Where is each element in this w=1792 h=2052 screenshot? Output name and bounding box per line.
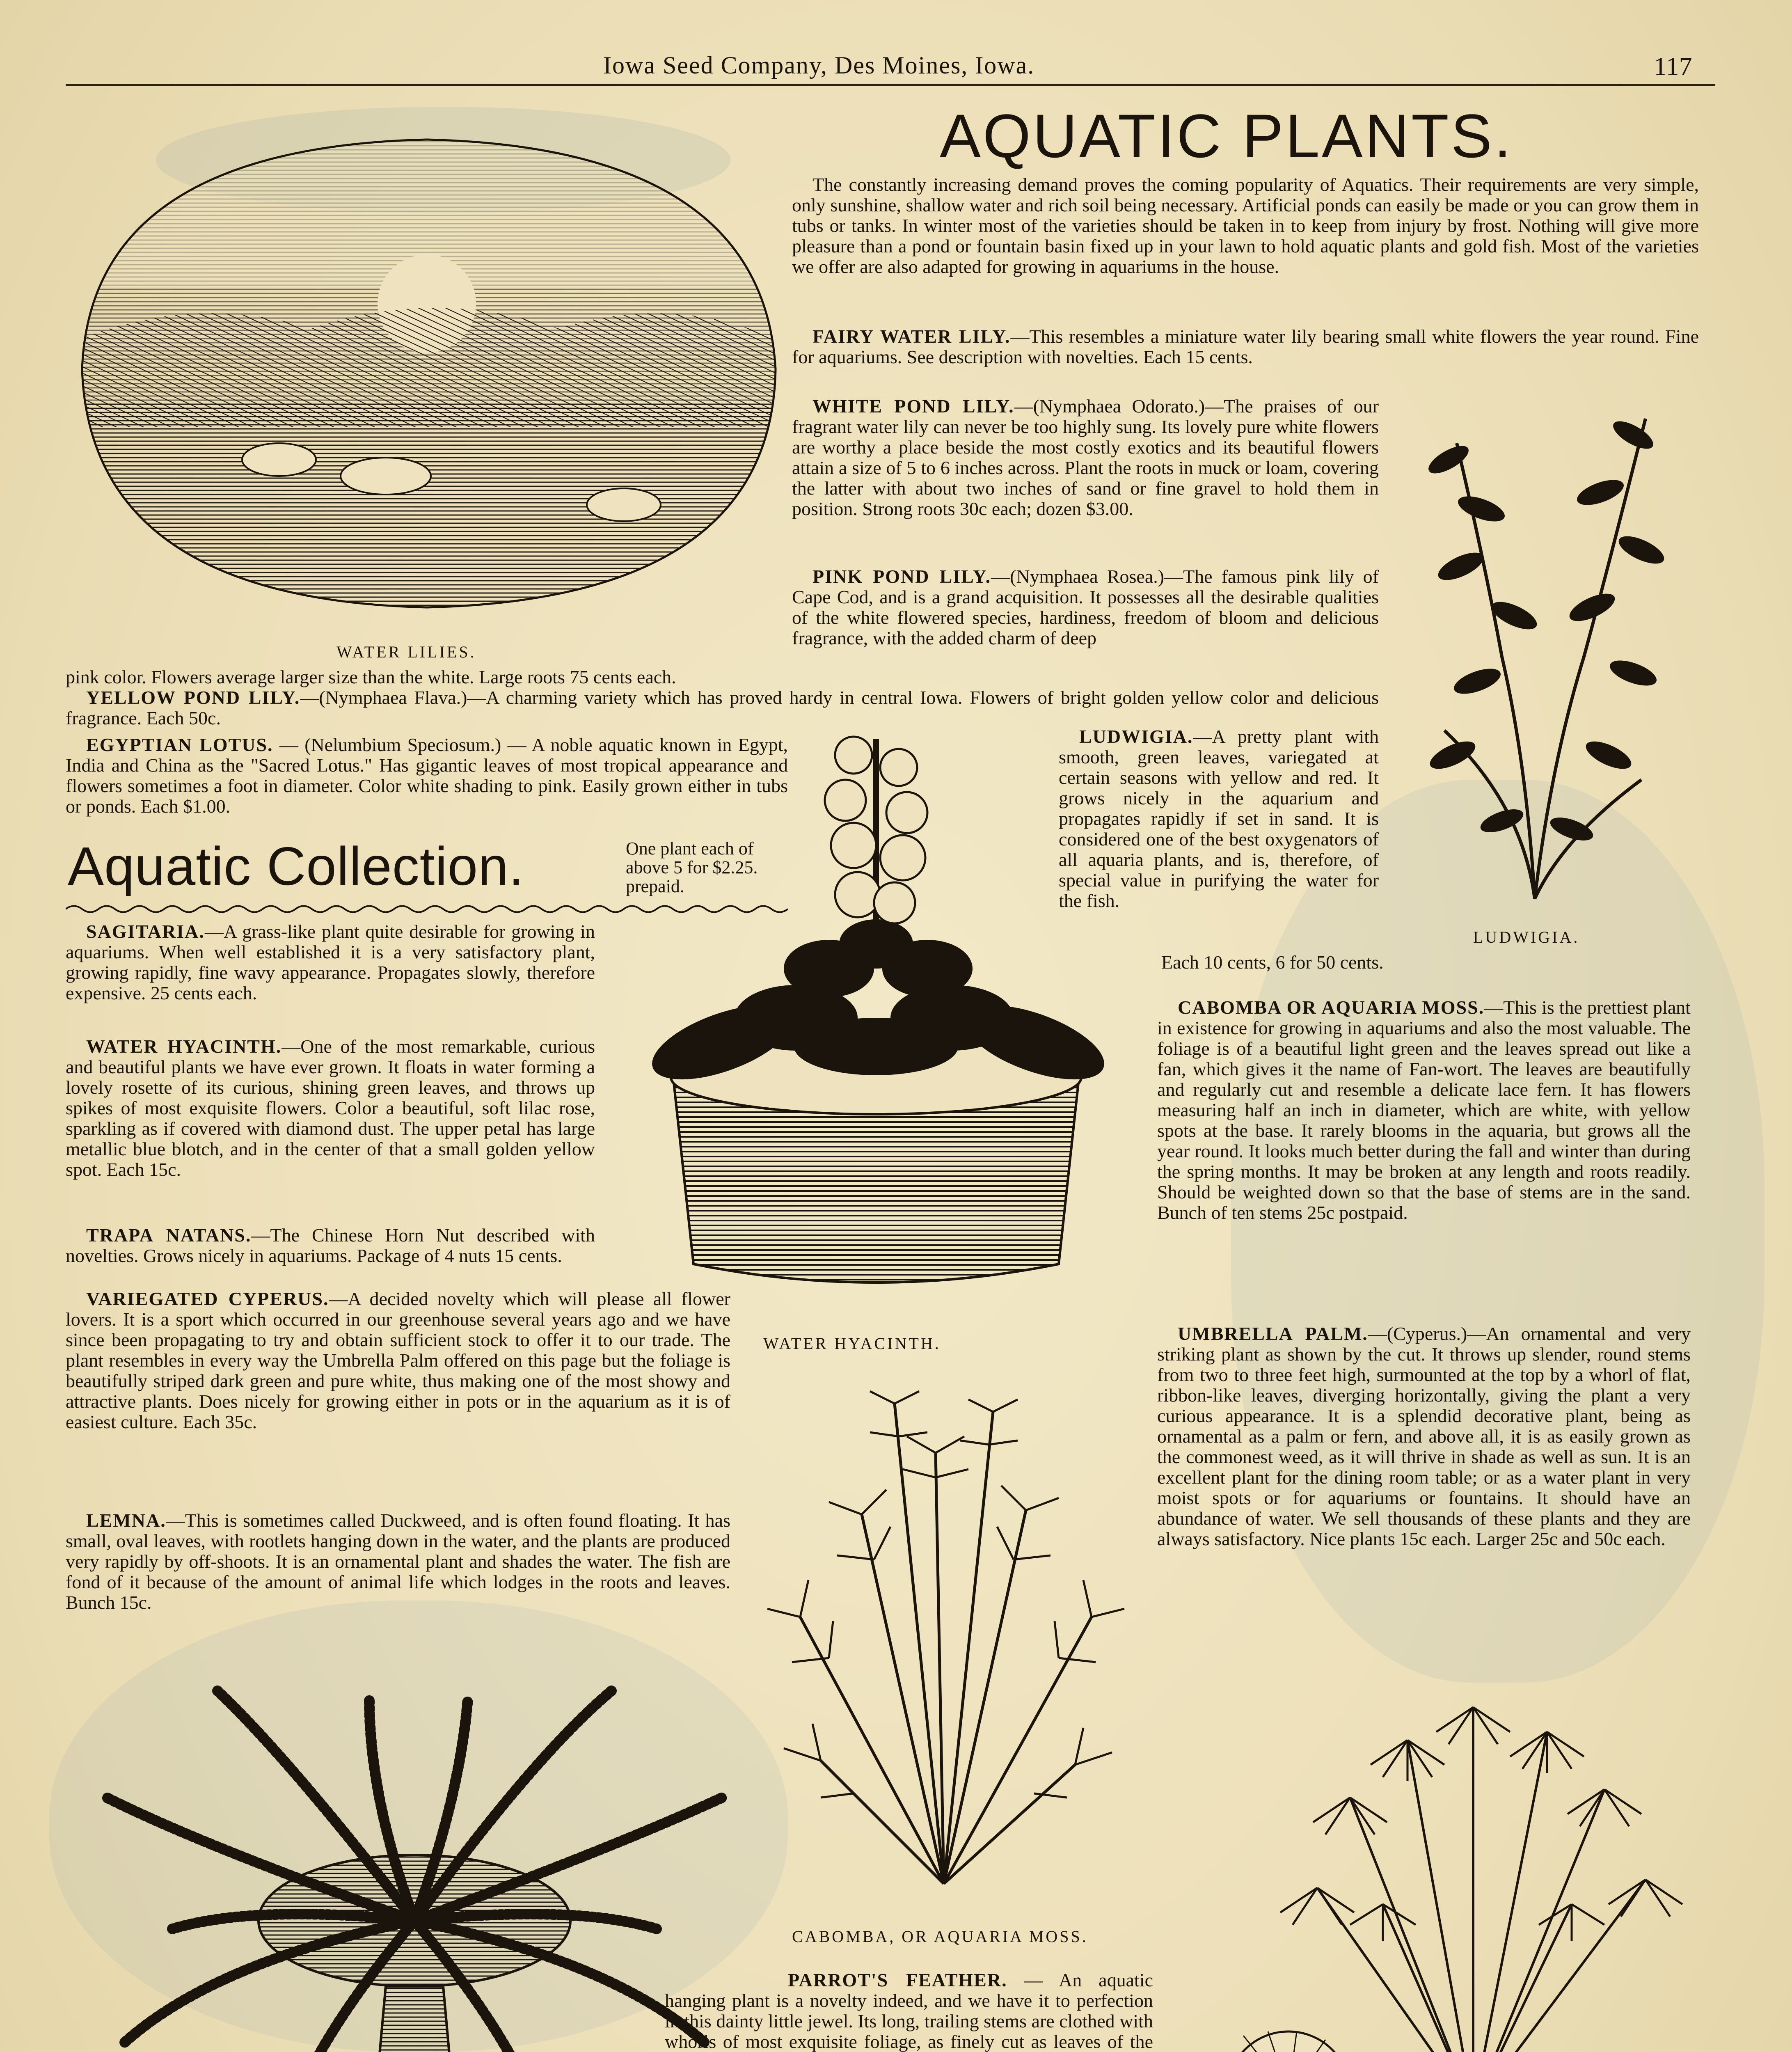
- entry-trapa-natans: [66, 1225, 595, 1266]
- entry-text: —This is the prettiest plant in existence for growing in aquariums and also the most valuable. The foliage is of a beautiful light green and the leaves spread out like a fan, which gives it the name of Fan-wort. The leaves are beautifully and regularly cut and resemble a delicate lace fern. It has flowers measuring half an inch in diameter, which are white, with yellow spots at the base. It rarely blooms in the aquaria, but grows all the year round. It looks much better during the fall and winter than during the spring months. It may be broken at any length and roots readily. Should be weighted down so that the base of stems are in the sand. Bunch of ten stems 25c postpaid.: [1157, 997, 1691, 1223]
- entry-pink-pond-lily: [792, 566, 1379, 648]
- entry-title: TRAPA NATANS.: [86, 1225, 252, 1246]
- entry-title: LUDWIGIA.: [1079, 726, 1193, 747]
- entry-fairy-water-lily: [792, 326, 1699, 367]
- entry-umbrella-palm: [1157, 1324, 1691, 1549]
- entry-text: —(Nymphaea Flava.)—A charming variety which has proved hardy in central Iowa. Flowers of bright golden yellow color and delicious fragrance. Each 50c.: [66, 687, 1379, 728]
- entry-text: —A grass-like plant quite desirable for growing in aquariums. When well established it is a very satisfactory plant, growing rapidly, fine wavy appearance. Propagates slowly, therefore expensive. 25 cents each.: [66, 921, 595, 1003]
- water-lilies-illustration: [66, 115, 788, 620]
- entry-text: —A pretty plant with smooth, green leaves, variegated at certain seasons with yellow and red. It grows nicely in the aquarium and propagates rapidly if set in sand. It is considered one of the best oxygenators of all aquaria plants, and is, therefore, of special value in purifying the water for the fish.: [1059, 726, 1379, 911]
- caption-water-lilies: WATER LILIES.: [336, 643, 476, 661]
- water-hyacinth-illustration: [599, 706, 1153, 1321]
- entry-variegated-cyperus: [66, 1289, 730, 1432]
- entry-title: WATER HYACINTH.: [86, 1036, 282, 1057]
- entry-title: UMBRELLA PALM.: [1178, 1323, 1368, 1344]
- entry-text: —One of the most remarkable, curious and beautiful plants we have ever grown. It floats in water forming a lovely rosette of its curious, shining green leaves, and throws up spikes of most exquisite flowers. Color a beautiful, soft lilac rose, sparkling as if covered with diamond dust. The upper petal has large metallic blue blotch, and in the center of that a small golden yellow spot. Each 15c.: [66, 1036, 595, 1180]
- page-number: 117: [1654, 52, 1692, 81]
- collection-offer: One plant each of above 5 for $2.25. prepaid.: [626, 838, 758, 896]
- entry-text: —(Cyperus.)—An ornamental and very striking plant as shown by the cut. It throws up slender, round stems from two to three feet high, surmounted at the top by a whorl of flat, ribbon-like leaves, diverging horizontally, giving the plant a very curious appearance. It is a splendid decorative plant, being as ornamental as a palm or fern, and above all, it is as easily grown as the commonest weed, as it will thrive in shade as well as sun. It is an excellent plant for the dining room table; or as a water plant in very moist spots or for aquariums or fountains. It should have an abundance of water. We sell thousands of these plants and they are always satisfactory. Nice plants 15c each. Larger 25c and 50c each.: [1157, 1323, 1691, 1549]
- entry-title: PARROT'S FEATHER.: [788, 1970, 1007, 1990]
- entry-title: LEMNA.: [86, 1510, 166, 1531]
- entry-text: —(Nymphaea Rosea.)—The famous pink lily of Cape Cod, and is a grand acquisition. It possesses all the desirable qualities of the white flowered species, hardiness, freedom of bloom and delicious fragrance, with the added charm of deep: [792, 566, 1379, 648]
- entry-sagitaria: [66, 921, 595, 1003]
- entry-title: WHITE POND LILY.: [812, 396, 1014, 417]
- entry-title: FAIRY WATER LILY.: [812, 326, 1011, 347]
- entry-title: PINK POND LILY.: [812, 566, 991, 587]
- entry-pink-pond-lily-continued: pink color. Flowers average larger size than the white. Large roots 75 cents each.: [66, 666, 676, 687]
- entry-text: —This resembles a miniature water lily bearing small white flowers the year round. Fine for aquariums. See description with novelties. Each 15 cents.: [792, 326, 1699, 367]
- entry-text: —A decided novelty which will please all flower lovers. It is a sport which occurred in our greenhouse several years ago and we have since been propagating to try and obtain sufficient stock to offer it to our trade. The plant resembles in every way the Umbrella Palm offered on this page but the foliage is beautifully striped dark green and pure white, thus making one of the most showy and attractive plants. Does nicely for growing either in pots or in the aquarium as it is of easiest culture. Each 35c.: [66, 1288, 730, 1432]
- entry-parrots-feather: [665, 1970, 1153, 2052]
- page-title: AQUATIC PLANTS.: [940, 101, 1513, 170]
- entry-lemna: [66, 1510, 730, 1613]
- entry-text: — (Nelumbium Speciosum.) — A noble aquatic known in Egypt, India and China as the "Sacred Lotus." Has gigantic leaves of most tropical appearance and flowers sometimes a foot in diameter. Color white shading to pink. Easily grown either in tubs or ponds. Each $1.00.: [66, 734, 788, 817]
- intro-paragraph: [792, 174, 1699, 277]
- cabomba-illustration: [739, 1371, 1149, 1896]
- entry-title: VARIEGATED CYPERUS.: [86, 1288, 329, 1309]
- entry-text: —(Nymphaea Odorato.)—The praises of our fragrant water lily can never be too highly sung. Its lovely pure white flowers are worthy a place beside the most costly exotics and its beautiful flowers attain a size of 5 to 6 inches across. Plant the roots in muck or loam, covering the latter with about two inches of sand or fine gravel to hold them in position. Strong roots 30c each; dozen $3.00.: [792, 396, 1379, 519]
- entry-text: —The Chinese Horn Nut described with novelties. Grows nicely in aquariums. Package of 4 nuts 15 cents.: [66, 1225, 595, 1266]
- entry-water-hyacinth: [66, 1036, 595, 1180]
- entry-text: — An aquatic hanging plant is a novelty indeed, and we have it to perfection in this dainty little jewel. Its long, trailing stems are clothed with whorls of most exquisite foliage, as finely cut as leaves of the: [665, 1970, 1153, 2052]
- entry-cabomba: [1157, 997, 1691, 1223]
- ludwigia-illustration: [1379, 394, 1699, 911]
- entry-title: SAGITARIA.: [86, 921, 205, 942]
- umbrella-palm-illustration: [1161, 1674, 1703, 2052]
- caption-water-hyacinth: WATER HYACINTH.: [763, 1334, 941, 1353]
- caption-cabomba: CABOMBA, OR AQUARIA MOSS.: [792, 1927, 1088, 1946]
- intro-text: The constantly increasing demand proves the coming popularity of Aquatics. Their requirements are very simple, only sunshine, shallow water and rich soil being necessary. Artificial ponds can easily be made or you can grow them in tubs or tanks. In winter most of the varieties should be taken in to keep from injury by frost. Nothing will give more pleasure than a pond or fountain basin fixed up in your lawn to hold aquatic plants and gold fish. Most of the varieties we offer are also adapted for growing in aquariums in the house.: [792, 174, 1699, 277]
- entry-white-pond-lily: [792, 396, 1379, 519]
- entry-ludwigia-price: Each 10 cents, 6 for 50 cents.: [1161, 952, 1384, 973]
- collection-title: Aquatic Collection.: [68, 836, 524, 896]
- entry-title: EGYPTIAN LOTUS.: [86, 734, 273, 755]
- caption-ludwigia: LUDWIGIA.: [1473, 928, 1580, 946]
- entry-text: —This is sometimes called Duckweed, and is often found floating. It has small, oval leaves, with rootlets hanging down in the water, and the plants are produced very rapidly by off-shoots. It is an ornamental plant and shades the water. The fish are fond of it because of the amount of animal life which lodges in the roots and leaves. Bunch 15c.: [66, 1510, 730, 1613]
- entry-title: YELLOW POND LILY.: [86, 687, 300, 708]
- running-header: Iowa Seed Company, Des Moines, Iowa.: [603, 52, 1035, 79]
- entry-title: CABOMBA OR AQUARIA MOSS.: [1178, 997, 1485, 1018]
- parrots-feather-illustration: [82, 1674, 747, 2052]
- header-rule: [66, 84, 1715, 86]
